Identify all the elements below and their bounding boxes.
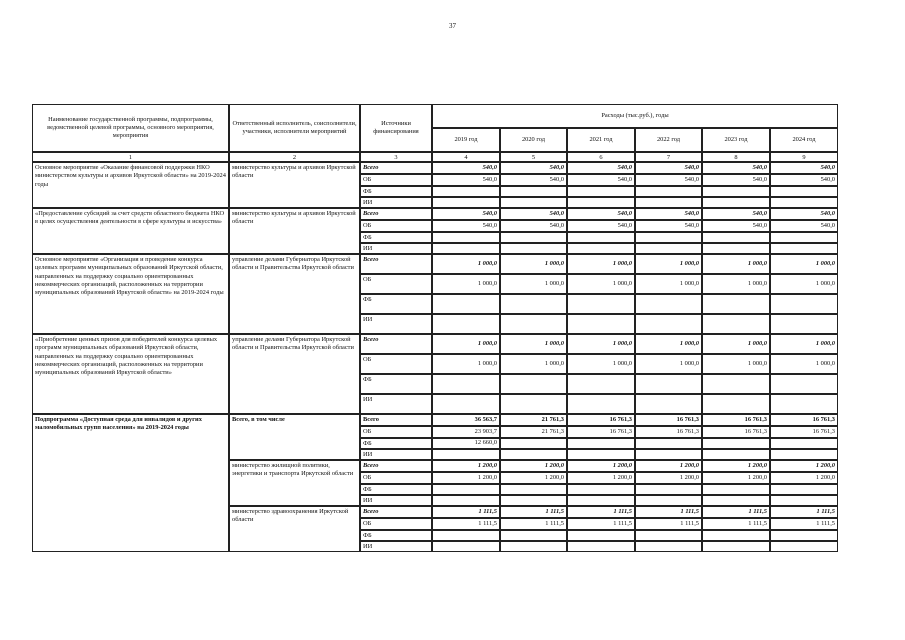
row-value: 540,0 — [567, 208, 635, 220]
row-value: 1 111,5 — [635, 506, 702, 518]
row-value — [770, 294, 838, 314]
row-value — [770, 394, 838, 414]
row-value — [770, 530, 838, 541]
row-value: 1 200,0 — [702, 472, 770, 484]
row-value — [770, 232, 838, 243]
row-value — [770, 197, 838, 208]
row-value: 1 000,0 — [702, 254, 770, 274]
row-value: 540,0 — [432, 162, 500, 174]
row-name — [32, 506, 229, 552]
row-value: 1 200,0 — [770, 472, 838, 484]
header-col-number: 3 — [360, 152, 432, 162]
row-value: 1 000,0 — [770, 334, 838, 354]
row-value: 540,0 — [635, 174, 702, 186]
header-year: 2024 год — [770, 128, 838, 152]
row-value: 1 200,0 — [432, 472, 500, 484]
row-value: 1 000,0 — [702, 334, 770, 354]
row-value: 1 111,5 — [702, 506, 770, 518]
row-value — [635, 530, 702, 541]
row-source: ФБ — [360, 438, 432, 449]
row-value — [770, 449, 838, 460]
row-value — [432, 495, 500, 506]
row-value: 540,0 — [500, 208, 567, 220]
row-source: ИИ — [360, 243, 432, 254]
row-value — [635, 438, 702, 449]
row-value: 540,0 — [500, 220, 567, 232]
row-value: 16 761,3 — [770, 426, 838, 438]
row-value: 1 000,0 — [635, 254, 702, 274]
header-col-number: 2 — [229, 152, 360, 162]
row-source: ИИ — [360, 495, 432, 506]
row-source: Всего — [360, 254, 432, 274]
row-source: Всего — [360, 162, 432, 174]
row-value: 1 000,0 — [567, 274, 635, 294]
row-value — [635, 186, 702, 197]
row-value: 540,0 — [770, 208, 838, 220]
header-col-number: 6 — [567, 152, 635, 162]
row-source: ОБ — [360, 174, 432, 186]
row-value: 1 000,0 — [432, 254, 500, 274]
row-source: ИИ — [360, 449, 432, 460]
row-name: «Предоставление субсидий за счет средств областного бюджета НКО в целях осуществления деятельности в сфере культуры и искусства» — [32, 208, 229, 254]
row-value: 540,0 — [567, 162, 635, 174]
row-value — [635, 495, 702, 506]
row-value — [432, 186, 500, 197]
row-source: ФБ — [360, 484, 432, 495]
row-source: ФБ — [360, 294, 432, 314]
row-value — [500, 541, 567, 552]
header-year: 2020 год — [500, 128, 567, 152]
row-value: 540,0 — [702, 208, 770, 220]
row-value: 23 903,7 — [432, 426, 500, 438]
row-value: 1 200,0 — [567, 472, 635, 484]
row-value: 16 761,3 — [635, 426, 702, 438]
row-value — [500, 438, 567, 449]
row-value: 16 761,3 — [770, 414, 838, 426]
row-value — [702, 449, 770, 460]
row-value — [432, 197, 500, 208]
row-value: 1 000,0 — [770, 254, 838, 274]
row-source: ИИ — [360, 541, 432, 552]
header-sources: Источники финансирования — [360, 104, 432, 152]
row-source: ОБ — [360, 426, 432, 438]
row-value: 540,0 — [770, 174, 838, 186]
row-source: Всего — [360, 414, 432, 426]
row-value — [635, 484, 702, 495]
row-executor: министерство культуры и архивов Иркутской области — [229, 208, 360, 254]
row-value — [567, 232, 635, 243]
row-value: 1 000,0 — [635, 334, 702, 354]
row-executor: Всего, в том числе — [229, 414, 360, 460]
header-col-number: 8 — [702, 152, 770, 162]
row-name: «Приобретение ценных призов для победителей конкурса целевых программ муниципальных образований Иркутской области, направленных на поддержку социально ориентированных некоммерческих организаций, расположенных на территории муниципальных образований Иркутской области» — [32, 334, 229, 414]
row-source: ФБ — [360, 232, 432, 243]
row-value: 1 000,0 — [500, 334, 567, 354]
row-value — [500, 243, 567, 254]
row-value — [702, 243, 770, 254]
row-value — [567, 495, 635, 506]
header-executor: Ответственный исполнитель, соисполнители, участники, исполнители мероприятий — [229, 104, 360, 152]
row-source: Всего — [360, 208, 432, 220]
row-source: ФБ — [360, 374, 432, 394]
row-value — [702, 530, 770, 541]
row-value: 1 111,5 — [500, 506, 567, 518]
header-col-number: 4 — [432, 152, 500, 162]
row-name — [32, 460, 229, 506]
row-value — [500, 197, 567, 208]
row-value — [500, 314, 567, 334]
row-value: 1 000,0 — [567, 334, 635, 354]
header-year: 2021 год — [567, 128, 635, 152]
row-value: 1 200,0 — [635, 472, 702, 484]
row-value: 1 000,0 — [500, 274, 567, 294]
row-value: 1 000,0 — [702, 274, 770, 294]
row-value: 540,0 — [432, 220, 500, 232]
row-value: 1 000,0 — [770, 274, 838, 294]
row-value — [702, 484, 770, 495]
row-value — [432, 541, 500, 552]
row-source: Всего — [360, 506, 432, 518]
row-value — [567, 541, 635, 552]
row-value: 1 111,5 — [702, 518, 770, 530]
row-value: 1 000,0 — [635, 274, 702, 294]
row-value: 540,0 — [635, 220, 702, 232]
header-col-number: 1 — [32, 152, 229, 162]
row-value: 1 000,0 — [702, 354, 770, 374]
row-value: 1 200,0 — [432, 460, 500, 472]
row-source: ФБ — [360, 530, 432, 541]
row-source: ОБ — [360, 274, 432, 294]
header-col-number: 9 — [770, 152, 838, 162]
row-value: 1 000,0 — [432, 274, 500, 294]
header-expenses: Расходы (тыс.руб.), годы — [432, 104, 838, 128]
row-value — [702, 294, 770, 314]
row-value — [702, 495, 770, 506]
row-value: 540,0 — [432, 208, 500, 220]
row-value: 1 111,5 — [770, 518, 838, 530]
row-value: 1 000,0 — [500, 354, 567, 374]
row-source: ИИ — [360, 314, 432, 334]
row-value: 1 000,0 — [635, 354, 702, 374]
header-name: Наименование государственной программы, подпрограммы, ведомственной целевой программы, основного мероприятия, мероприятия — [32, 104, 229, 152]
row-source: ОБ — [360, 472, 432, 484]
row-value: 1 200,0 — [702, 460, 770, 472]
row-executor: министерство культуры и архивов Иркутской области — [229, 162, 360, 208]
row-executor: министерство жилищной политики, энергетики и транспорта Иркутской области — [229, 460, 360, 506]
row-value: 540,0 — [702, 162, 770, 174]
row-value — [432, 314, 500, 334]
row-value — [635, 294, 702, 314]
row-value — [635, 232, 702, 243]
header-year: 2019 год — [432, 128, 500, 152]
row-value: 1 200,0 — [770, 460, 838, 472]
row-value: 540,0 — [432, 174, 500, 186]
row-value — [432, 394, 500, 414]
row-value — [567, 294, 635, 314]
row-value: 540,0 — [567, 220, 635, 232]
row-value — [432, 449, 500, 460]
row-source: Всего — [360, 334, 432, 354]
row-value: 540,0 — [635, 208, 702, 220]
row-value — [770, 438, 838, 449]
row-value: 1 111,5 — [567, 518, 635, 530]
row-value — [432, 530, 500, 541]
row-value — [567, 186, 635, 197]
row-value: 540,0 — [770, 162, 838, 174]
row-value: 540,0 — [500, 162, 567, 174]
row-value — [567, 449, 635, 460]
row-value: 16 761,3 — [635, 414, 702, 426]
row-value: 16 761,3 — [702, 414, 770, 426]
row-executor: управление делами Губернатора Иркутской области и Правительства Иркутской области — [229, 254, 360, 334]
row-value — [500, 232, 567, 243]
row-value: 1 111,5 — [567, 506, 635, 518]
row-executor: управление делами Губернатора Иркутской области и Правительства Иркутской области — [229, 334, 360, 414]
row-name: Основное мероприятие «Оказание финансовой поддержки НКО министерством культуры и архивов Иркутской области» на 2019-2024 годы — [32, 162, 229, 208]
row-value — [432, 294, 500, 314]
row-value — [567, 314, 635, 334]
row-value — [770, 541, 838, 552]
row-value — [635, 374, 702, 394]
row-source: ОБ — [360, 518, 432, 530]
row-value — [635, 243, 702, 254]
row-value — [567, 484, 635, 495]
row-value — [702, 314, 770, 334]
row-value — [567, 530, 635, 541]
row-value: 21 761,3 — [500, 414, 567, 426]
row-value — [702, 197, 770, 208]
row-value — [500, 294, 567, 314]
row-value: 1 200,0 — [500, 472, 567, 484]
row-value: 1 200,0 — [500, 460, 567, 472]
row-value — [770, 495, 838, 506]
row-value — [567, 394, 635, 414]
header-col-number: 5 — [500, 152, 567, 162]
row-value: 16 761,3 — [567, 426, 635, 438]
row-name: Основное мероприятие «Организация и проведение конкурса целевых программ муниципальных образований Иркутской области, направленных на поддержку социально ориентированных некоммерческих организаций, расположенных на территории муниципальных образований Иркутской области» на 2019-2024 годы — [32, 254, 229, 334]
row-source: ОБ — [360, 354, 432, 374]
row-value: 540,0 — [500, 174, 567, 186]
row-value — [770, 484, 838, 495]
row-value — [702, 438, 770, 449]
row-value: 540,0 — [702, 174, 770, 186]
row-value — [567, 243, 635, 254]
row-value: 1 000,0 — [432, 354, 500, 374]
row-value — [770, 314, 838, 334]
header-year: 2023 год — [702, 128, 770, 152]
row-executor: министерство здравоохранения Иркутской области — [229, 506, 360, 552]
row-value: 1 000,0 — [432, 334, 500, 354]
row-value: 1 200,0 — [567, 460, 635, 472]
row-value: 16 761,3 — [702, 426, 770, 438]
page-number: 37 — [449, 22, 456, 30]
row-value: 16 761,3 — [567, 414, 635, 426]
row-value — [702, 374, 770, 394]
row-value — [500, 484, 567, 495]
row-value — [432, 484, 500, 495]
row-value — [500, 186, 567, 197]
row-value — [635, 394, 702, 414]
row-value — [432, 243, 500, 254]
row-value — [702, 232, 770, 243]
row-source: Всего — [360, 460, 432, 472]
row-source: ОБ — [360, 220, 432, 232]
row-value: 540,0 — [770, 220, 838, 232]
row-value — [432, 374, 500, 394]
row-value: 1 111,5 — [432, 518, 500, 530]
row-value — [702, 541, 770, 552]
row-name: Подпрограмма «Доступная среда для инвалидов и других маломобильных групп населения» на 2019-2024 годы — [32, 414, 229, 460]
row-value: 12 660,0 — [432, 438, 500, 449]
row-value: 1 111,5 — [770, 506, 838, 518]
header-year: 2022 год — [635, 128, 702, 152]
budget-table — [32, 104, 838, 553]
row-value — [500, 394, 567, 414]
row-value — [770, 186, 838, 197]
row-source: ФБ — [360, 186, 432, 197]
row-value: 1 111,5 — [432, 506, 500, 518]
row-value: 21 761,3 — [500, 426, 567, 438]
row-value: 1 000,0 — [500, 254, 567, 274]
row-value — [567, 438, 635, 449]
row-value: 36 563,7 — [432, 414, 500, 426]
row-value — [567, 374, 635, 394]
row-value — [770, 374, 838, 394]
row-value: 540,0 — [702, 220, 770, 232]
row-value — [635, 541, 702, 552]
row-value — [567, 197, 635, 208]
row-value — [635, 197, 702, 208]
row-value — [702, 394, 770, 414]
row-value: 1 000,0 — [567, 254, 635, 274]
row-value — [635, 449, 702, 460]
row-value: 1 000,0 — [567, 354, 635, 374]
row-value — [770, 243, 838, 254]
row-source: ИИ — [360, 394, 432, 414]
row-value: 1 200,0 — [635, 460, 702, 472]
row-value — [432, 232, 500, 243]
row-value — [500, 495, 567, 506]
row-value — [500, 530, 567, 541]
row-value — [500, 374, 567, 394]
row-value: 1 111,5 — [500, 518, 567, 530]
row-value — [500, 449, 567, 460]
row-value: 540,0 — [635, 162, 702, 174]
row-value — [635, 314, 702, 334]
row-value: 540,0 — [567, 174, 635, 186]
row-value: 1 111,5 — [635, 518, 702, 530]
row-source: ИИ — [360, 197, 432, 208]
row-value — [702, 186, 770, 197]
header-col-number: 7 — [635, 152, 702, 162]
row-value: 1 000,0 — [770, 354, 838, 374]
